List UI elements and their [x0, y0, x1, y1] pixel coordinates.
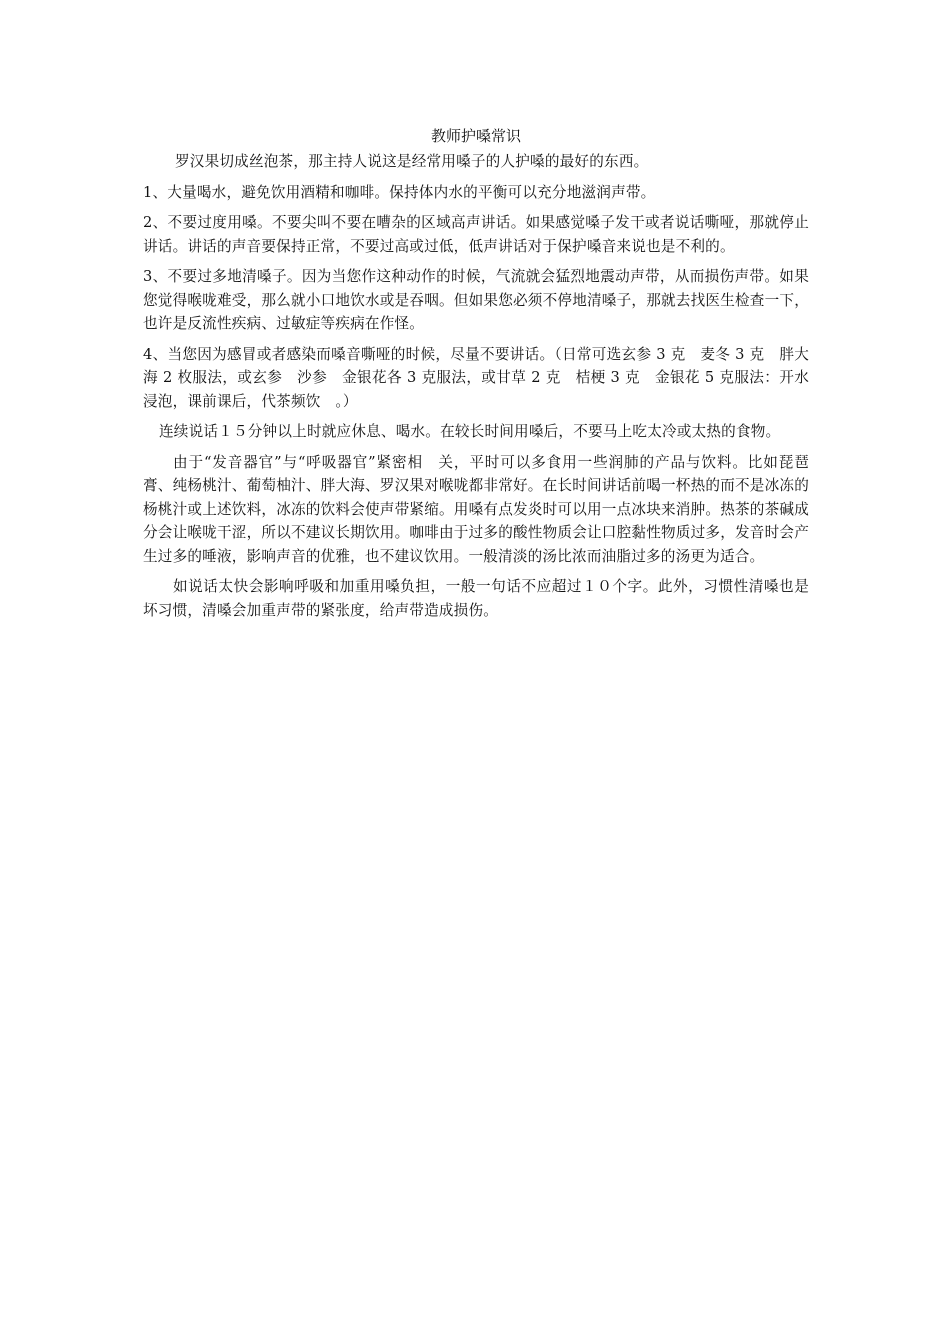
- tip-item-4: 4、当您因为感冒或者感染而嗓音嘶哑的时候，尽量不要讲话。（日常可选玄参 3 克 麦冬 3 克 胖大海 2 枚服法，或玄参 沙参 金银花各 3 克服法，或甘草 2 克 桔梗 3 克 金银花 5 克服法：开水浸泡，课前课后，代茶频饮 。）: [143, 345, 809, 410]
- tip-item-3: 3、不要过多地清嗓子。因为当您作这种动作的时候，气流就会猛烈地震动声带，从而损伤声带。如果您觉得喉咙难受，那么就小口地饮水或是吞咽。但如果您必须不停地清嗓子，那就去找医生检查一下，也许是反流性疾病、过敏症等疾病在作怪。: [143, 268, 809, 332]
- document-title: 教师护嗓常识: [430, 127, 521, 145]
- speech-note-paragraph: 如说话太快会影响呼吸和加重用嗓负担，一般一句话不应超过１０个字。此外，习惯性清嗓也是坏习惯，清嗓会加重声带的紧张度，给声带造成损伤。: [143, 578, 809, 619]
- tip-item-2: 2、不要过度用嗓。不要尖叫不要在嘈杂的区域高声讲话。如果感觉嗓子发干或者说话嘶哑，那就停止讲话。讲话的声音要保持正常，不要过高或过低，低声讲话对于保护嗓音来说也是不利的。: [143, 214, 809, 255]
- intro-paragraph: 罗汉果切成丝泡茶，那主持人说这是经常用嗓子的人护嗓的最好的东西。: [175, 153, 649, 170]
- document-page: [143, 126, 809, 629]
- food-note-paragraph: 由于“发音器官”与“呼吸器官”紧密相 关，平时可以多食用一些润肺的产品与饮料。比如琵琶膏、纯杨桃汁、葡萄柚汁、胖大海、罗汉果对喉咙都非常好。在长时间讲话前喝一杯热的而不是冰冻的杨桃汁或上述饮料，冰冻的饮料会使声带紧缩。用嗓有点发炎时可以用一点冰块来消肿。热茶的茶碱成分会让喉咙干涩，所以不建议长期饮用。咖啡由于过多的酸性物质会让口腔黏性物质过多，发音时会产生过多的唾液，影响声音的优雅，也不建议饮用。一般清淡的汤比浓而油脂过多的汤更为适合。: [143, 453, 809, 565]
- rest-note-paragraph: 连续说话１５分钟以上时就应休息、喝水。在较长时间用嗓后，不要马上吃太冷或太热的食物。: [159, 423, 781, 440]
- tip-item-1: 1、大量喝水，避免饮用酒精和咖啡。保持体内水的平衡可以充分地滋润声带。: [143, 183, 656, 201]
